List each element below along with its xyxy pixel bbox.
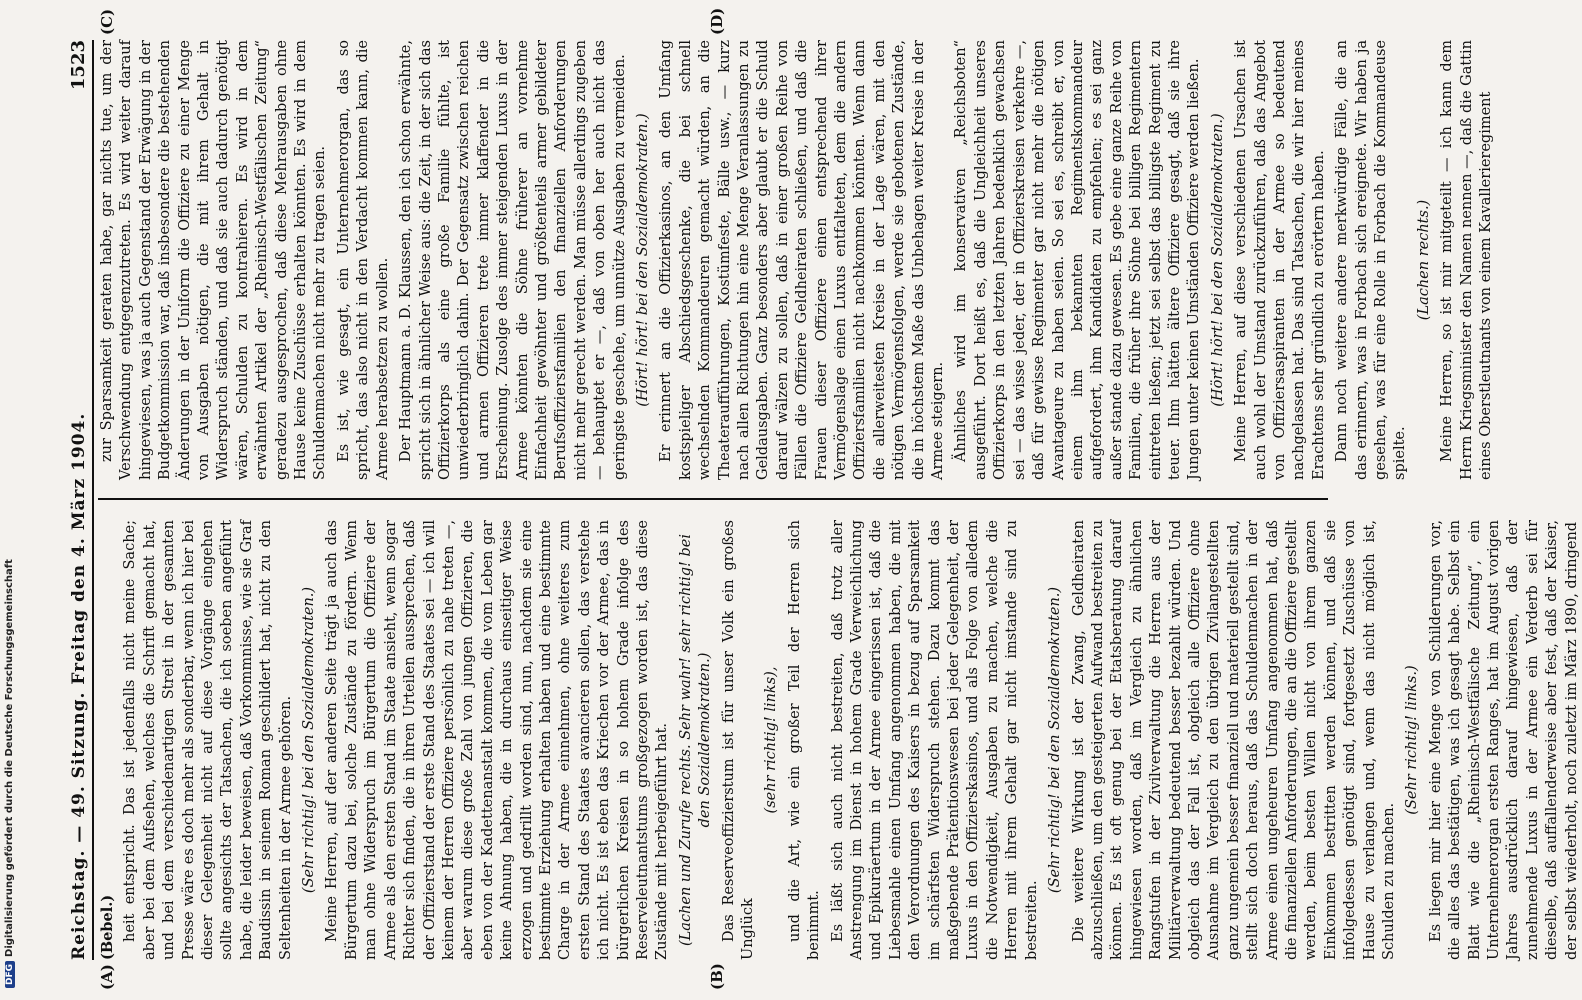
funding-text: Digitalisierung gefördert durch die Deutsche Forschungsgemeinschaft — [4, 559, 15, 957]
paragraph: (Lachen und Zurufe rechts. Sehr wahr! sehr richtig! bei den Sozialdemokraten.) — [677, 534, 714, 946]
paragraph: (sehr richtig! links), — [763, 666, 780, 814]
running-head: Reichstag. — 49. Sitzung. Freitag den 4. März 1904. — [69, 412, 89, 960]
margin-mark-b: (B) — [708, 963, 726, 990]
paragraph: Es läßt sich auch nicht bestreiten, daß trotz aller Anstrengung im Dienst in hohem Grade Verweichlichung und Epikuräertum in der Armee eingerissen ist, daß die Liebesmahle einen Umfang angenommen haben, die mit den Verordnungen des Kaisers in bezug auf Sparsamkeit im schärfsten Widerspruch stehen. Dazu kommt das maßgebende Prätentionswesen bei jeder Gelegenheit, der Luxus in den Offizierskasinos, und als Folge von alledem die Notwendigkeit, Ausgaben zu machen, welche die Herren mit ihrem Gehalt gar nicht imstande sind zu bestreiten. — [829, 520, 1040, 960]
paragraph: Dann noch weitere andere merkwürdige Fälle, die an das erinnern, was in Forbach sich ereignete. Wir haben ja gesehen, was für eine Rolle in Forbach die Kommandeuse spielte. — [1334, 40, 1409, 480]
paragraph: Die weitere Wirkung ist der Zwang, Geldheiraten abzuschließen, um den gesteigerten Aufwand bestreiten zu können. Es ist oft genug bei der Etatsberatung darauf hingewiesen worden, daß im Vergleich zu ähnlichen Rangstufen in der Zivilverwaltung die Herren aus der Militärverwaltung bedeutend besser bezahlt würden. Und obgleich das der Fall ist, obgleich alle Offiziere ohne Ausnahme im Vergleich zu den übrigen Zivilangestellten ganz ungemein besser finanziell und materiell gestellt sind, stellt sich doch heraus, daß das Schuldenmachen in der Armee einen ungeheuren Umfang angenommen hat, daß die finanziellen Anforderungen, die an die Offiziere gestellt werden, beim besten Willen nicht von ihrem ganzen Einkommen bestritten werden können, und daß sie infolgedessen genötigt sind, fortgesetzt Zuschüsse von Hause zu verlangen und, wenn das nicht möglich ist, Schulden zu machen. — [1070, 520, 1397, 960]
paragraph: Das Reserveoffizierstum ist für unser Volk ein großes Unglück — [720, 520, 756, 960]
paragraph: Es liegen mir hier eine Menge von Schilderungen vor, die alles das bestätigen, was ich gesagt habe. Selbst ein Blatt wie die „Rheinisch-Westfälische Zeitung“, ein Unternehmerorgan ersten Ranges, hat im August vorigen Jahres ausdrücklich darauf hingewiesen, daß der zunehmende Luxus in der Armee ein Verderb sei für dieselbe, daß auffallenderweise aber fest, daß der Kaiser, der selbst wiederholt, noch zuletzt im März 1890, dringend — [1427, 520, 1580, 960]
paragraph: zur Sparsamkeit geraten habe, gar nichts tue, um der Verschwendung entgegenzutreten. Es wird weiter darauf hingewiesen, was ja auch Gegenstand der Erwägung in der Budgetkommission war, daß insbesondere die bestehenden Änderungen in der Uniform die Offiziere zu einer Menge von Ausgaben nötigen, die mit ihrem Gehalt in Widerspruch ständen, und daß sie auch dadurch genötigt wären, Schulden zu kontrahieren. Es wird in dem erwähnten Artikel der „Rheinisch-Westfälischen Zeitung“ geradezu ausgesprochen, daß diese Mehrausgaben ohne Hause keine Zuschüsse erhalten könnten. Es wird in dem Schuldenmachen nicht mehr zu tragen seien. — [99, 40, 329, 480]
paragraph: Ähnliches wird im konservativen „Reichsboten“ ausgeführt. Dort heißt es, daß die Ungleichheit unseres Offizierkorps in den letzten Jahren bedenklich gewachsen sei — das wisse jeder, der in Offizierskreisen verkehre —, daß für gewisse Regimenter gar nicht mehr die nötigen Avantageure zu haben seien. So sei es, schreibt er, von einem ihm bekannten Regimentskommandeur aufgefordert, ihm Kandidaten zu empfehlen; es sei ganz außer stande dazu gewesen. Es gebe eine ganze Reihe von Familien, die früher ihre Söhne bei billigen Regimentern eintreten ließen; jetzt sei selbst das billigste Regiment zu teuer. Ihm hätten ältere Offiziere gesagt, daß sie ihre Jungen unter keinen Umständen Offiziere werden ließen. — [953, 40, 1203, 480]
footer-strip — [0, 0, 20, 1000]
paragraph: Meine Herren, so ist mir mitgeteilt — ich kann dem Herrn Kriegsminister den Namen nennen —, daß die Gattin eines Oberstleutnants von einem Kavallerieregiment — [1439, 40, 1495, 480]
margin-mark-d: (D) — [708, 7, 726, 35]
paragraph: (Sehr richtig! links.) — [1404, 665, 1421, 815]
paragraph: (Lachen rechts.) — [1415, 199, 1432, 321]
column-left — [98, 520, 1580, 960]
paragraph: Er erinnert an die Offizierkasinos, an den Umfang kostspieliger Abschiedsgeschenke, die bei schnell wechselnden Kommandeuren gemacht würden, an die Theateraufführungen, Kostümfeste, Bälle usw., — kurz nach allen Richtungen hin eine Menge Veranlassungen zu Geldausgaben. Ganz besonders aber glaubt er die Schuld darauf wälzen zu sollen, daß in einer großen Reihe von Fällen die Offiziere Geldheiraten schließen, und daß die Frauen dieser Offiziere einen entsprechend ihrer Vermögenslage einen Luxus entfalteten, dem die andern Offiziersfamilien nicht nachkommen könnten. Wenn dann die allerweitesten Kreise in der Lage wären, mit den nötigen Vermögensfolgen, werde sie gebotenen Zustände, die in höchstem Maße das Unbehagen weiter Kreise in der Armee steigern. — [658, 40, 947, 480]
page-number: 1523 — [68, 40, 89, 91]
paragraph: Meine Herren, auf diese verschiedenen Ursachen ist auch wohl der Umstand zurückzuführen, daß das Angebot von Offiziersaspiranten in der Armee so bedeutend nachgelassen hat. Das sind Tatsachen, die wir hier meines Erachtens sehr gründlich zu erörtern haben. — [1233, 40, 1327, 480]
paragraph: (Sehr richtig! bei den Sozialdemokraten.) — [1047, 586, 1064, 894]
page-header — [60, 40, 94, 960]
margin-mark-c: (C) — [98, 8, 116, 35]
rotated-page-content — [60, 7, 1580, 990]
dfg-logo: DFG — [5, 961, 15, 988]
speaker-name: (Bebel.) — [99, 894, 116, 960]
margin-mark-a: (A) — [98, 964, 116, 990]
column-divider — [98, 498, 1328, 500]
paragraph: (Hört! hört! bei den Sozialdemokraten.) — [634, 113, 651, 407]
column-right — [98, 40, 1495, 480]
paragraph: (Hört! hört! bei den Sozialdemokraten.) — [1209, 113, 1226, 407]
funding-note — [4, 559, 15, 988]
paragraph: heit entspricht. Das ist jedenfalls nicht meine Sache; aber bei dem Aufsehen, welches die Schrift gemacht hat, und bei dem verschiedenartigen Streit in der gesamten Presse wäre es doch mehr als sonderbar, wenn ich hier bei dieser Gelegenheit nicht auf diese Vorgänge eingehen sollte angesichts der Tatsachen, die ich soeben angeführt habe, die leider beweisen, daß Vorkommnisse, wie sie Graf Baudissin in seinem Roman geschildert hat, nicht zu den Seltenheiten in der Armee gehören. — [122, 520, 294, 960]
paragraph: und die Art, wie ein großer Teil der Herren sich benimmt. — [786, 520, 823, 960]
paragraph: Meine Herren, auf der anderen Seite trägt ja auch das Bürgertum dazu bei, solche Zustände zu fördern. Wenn man ohne Widerspruch im Bürgertum die Offiziere der Armee als den ersten Stand im Staate ansieht, wenn sogar Richter sich finden, die in ihren Urteilen aussprechen, daß der Offizierstand der erste Stand des Staates sei — ich will keinem der Herren Offiziere persönlich zu nahe treten —, aber warum diese große Zahl von jungen Offizieren, die eben von der Kadettenanstalt kommen, die vom Leben gar keine Ahnung haben, die in durchaus einseitiger Weise erzogen und gedrillt worden sind, nun, nachdem sie eine bestimmte Erziehung erhalten haben und eine bestimmte Charge in der Armee einnehmen, ohne weiteres zum ersten Stand des Staates avancieren sollen, das verstehe ich nicht. Es ist eben das Kriechen vor der Armee, das in bürgerlichen Kreisen in so hohem Grade infolge des Reserveleutnantstums großgezogen worden ist, das diese Zustände mit herbeigeführt hat. — [324, 520, 671, 960]
text-columns — [98, 7, 1580, 990]
paragraph: (Sehr richtig! bei den Sozialdemokraten.) — [301, 586, 318, 894]
column-left-body — [121, 520, 1582, 960]
column-right-body — [98, 40, 1496, 480]
paragraph: Es ist, wie gesagt, ein Unternehmerorgan, das so spricht, das also nicht in den Verdacht kommen kann, die Armee herabsetzen zu wollen. — [335, 40, 391, 480]
paragraph: Der Hauptmann a. D. Klaussen, den ich schon erwähnte, spricht sich in ähnlicher Weise aus: die Zeit, in der sich das Offizierkorps als eine große Familie fühlte, ist unwiederbringlich dahin. Der Gegensatz zwischen reichen und armen Offizieren trete immer klaffender in die Erscheinung. Zusolge des immer steigenden Luxus in der Armee könnten die Söhne früherer an vornehme Einfachheit gewöhnter und größtenteils armer gebildeter Berufsoffiziersfamilien den finanziellen Anforderungen nicht mehr gerecht werden. Man müsse allerdings zugeben — behauptet er —, daß von oben her auch nicht das geringste geschehe, um unnütze Ausgaben zu vermeiden. — [398, 40, 628, 480]
